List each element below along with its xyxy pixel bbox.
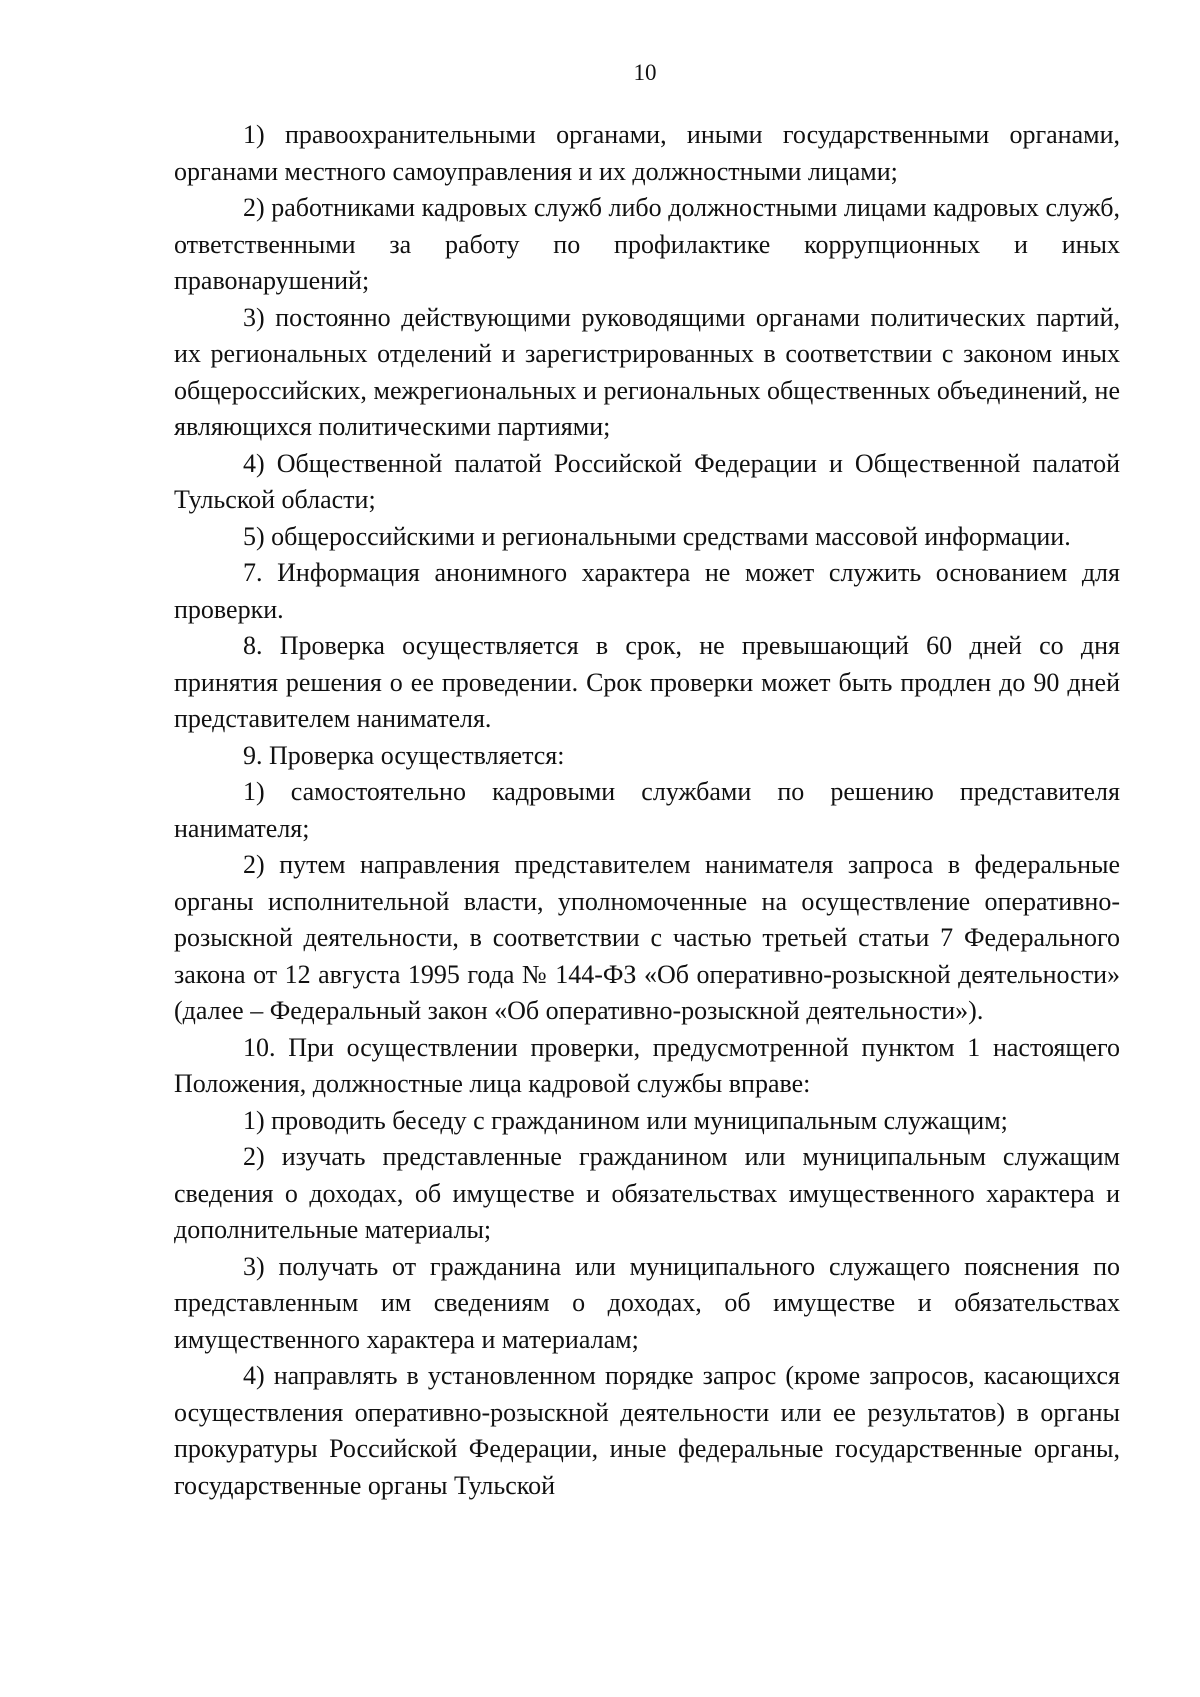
- document-body: [174, 117, 1120, 1504]
- paragraph: 9. Проверка осуществляется:: [243, 740, 565, 770]
- paragraph: 3) постоянно действующими руководящими органами политических партий, их региональных отделений и зарегистрированных в соответствии с законом иных общероссийских, межрегиональных и региональных общественных объединений, не являющихся политическими партиями;: [174, 302, 1120, 441]
- paragraph: 2) работниками кадровых служб либо должностными лицами кадровых служб, ответственными за работу по профилактике коррупционных и иных правонарушений;: [174, 193, 1120, 295]
- paragraph: 2) путем направления представителем нанимателя запроса в федеральные органы исполнительной власти, уполномоченные на осуществление оперативно-розыскной деятельности, в соответствии с частью третьей статьи 7 Федерального закона от 12 августа 1995 года № 144-ФЗ «Об оперативно-розыскной деятельности» (далее – Федеральный закон «Об оперативно-розыскной деятельности»).: [174, 850, 1120, 1025]
- paragraph: 4) Общественной палатой Российской Федерации и Общественной палатой Тульской области;: [174, 448, 1120, 514]
- page-number: 10: [633, 60, 657, 85]
- paragraph: 1) самостоятельно кадровыми службами по решению представителя нанимателя;: [174, 777, 1120, 843]
- paragraph: 3) получать от гражданина или муниципального служащего пояснения по представленным им сведениям о доходах, об имуществе и обязательствах имущественного характера и материалам;: [174, 1251, 1120, 1354]
- paragraph: 1) проводить беседу с гражданином или муниципальным служащим;: [243, 1105, 1008, 1135]
- paragraph: 2) изучать представленные гражданином или муниципальным служащим сведения о доходах, об имуществе и обязательствах имущественного характера и дополнительные материалы;: [174, 1142, 1120, 1244]
- paragraph: 4) направлять в установленном порядке запрос (кроме запросов, касающихся осуществления оперативно-розыскной деятельности или ее результатов) в органы прокуратуры Российской Федерации, иные федеральные государственные органы, государственные органы Тульской: [174, 1361, 1120, 1500]
- paragraph: 7. Информация анонимного характера не может служить основанием для проверки.: [174, 558, 1120, 624]
- paragraph: 10. При осуществлении проверки, предусмотренной пунктом 1 настоящего Положения, должностные лица кадровой службы вправе:: [174, 1032, 1120, 1098]
- paragraph: 5) общероссийскими и региональными средствами массовой информации.: [243, 521, 1071, 551]
- paragraph: 1) правоохранительными органами, иными государственными органами, органами местного самоуправления и их должностными лицами;: [174, 120, 1120, 186]
- paragraph: 8. Проверка осуществляется в срок, не превышающий 60 дней со дня принятия решения о ее проведении. Срок проверки может быть продлен до 90 дней представителем нанимателя.: [174, 631, 1120, 733]
